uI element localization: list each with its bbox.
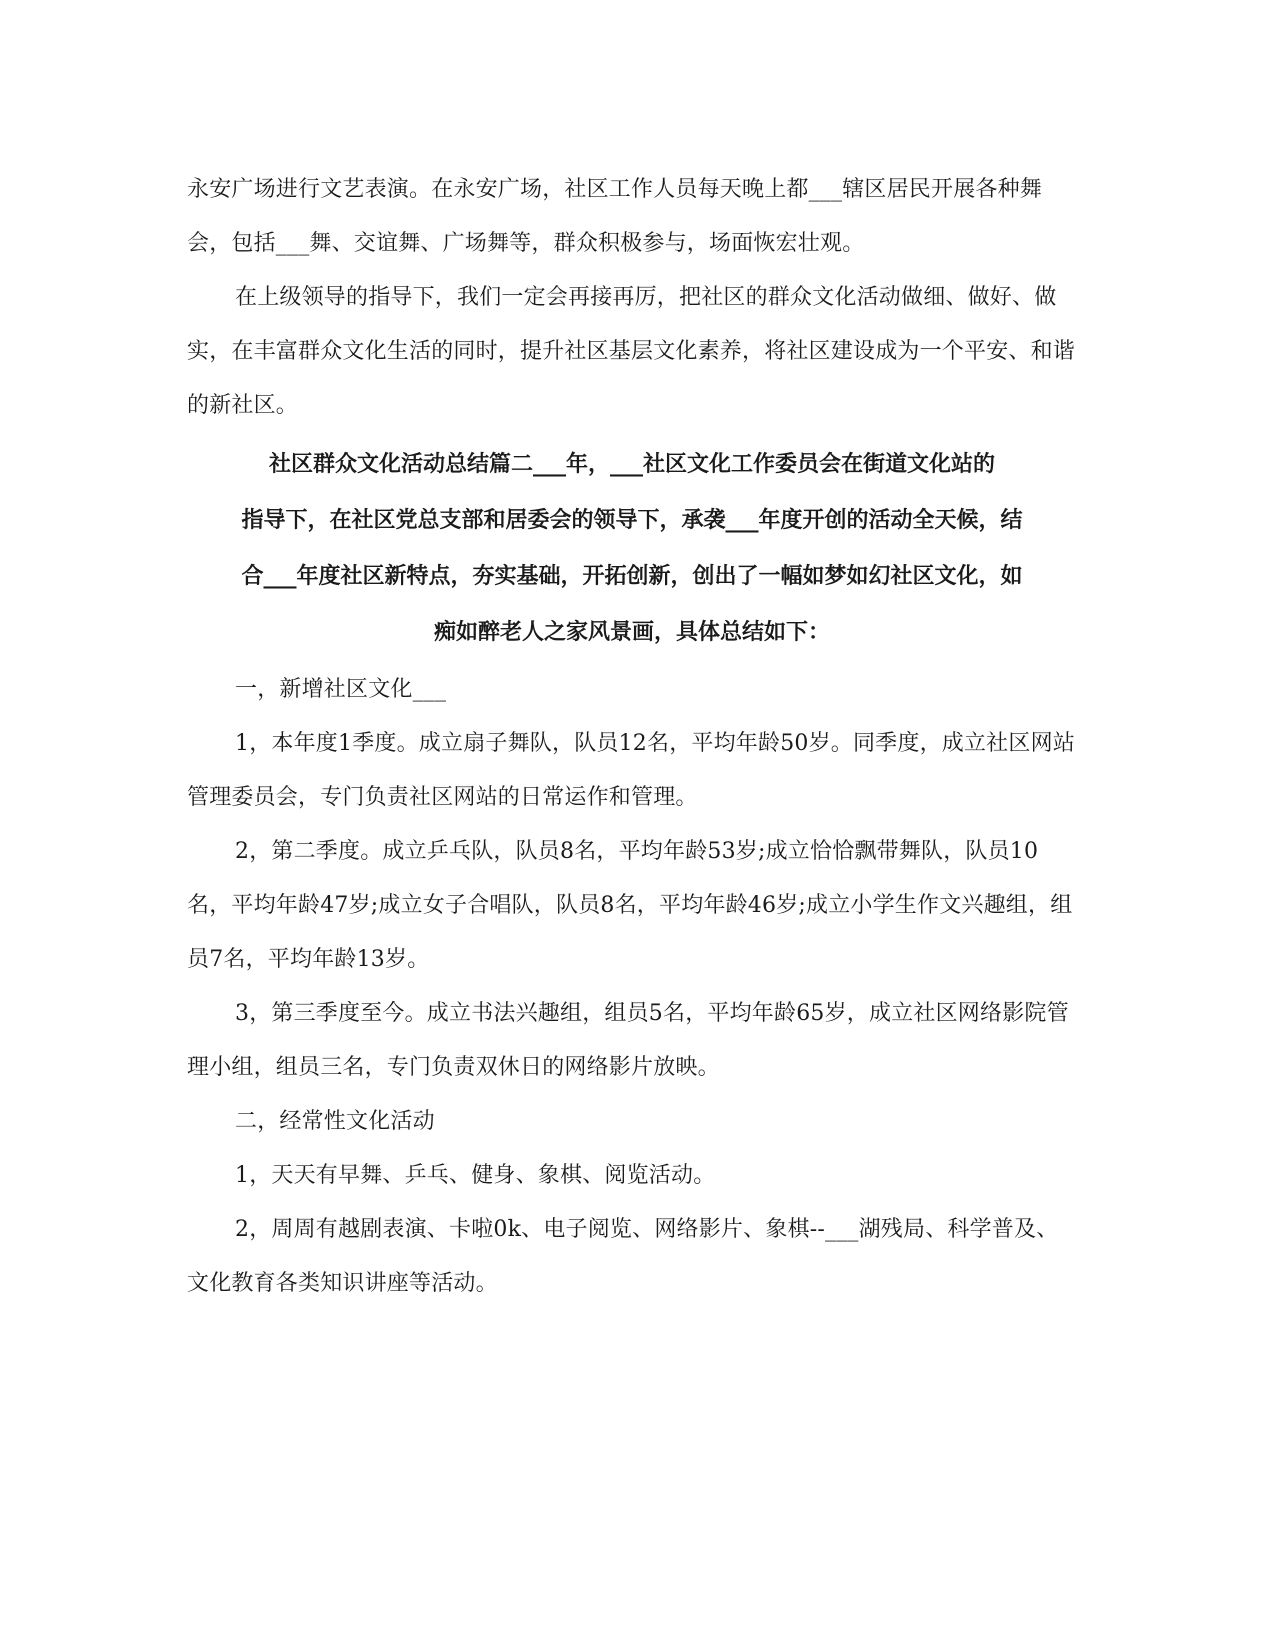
heading-line: 合___年度社区新特点，夯实基础，开拓创新，创出了一幅如梦如幻社区文化，如 <box>241 564 1023 589</box>
paragraph-continued: 永安广场进行文艺表演。在永安广场，社区工作人员每天晚上都___辖区居民开展各种舞会，包括___舞、交谊舞、广场舞等，群众积极参与，场面恢宏壮观。 <box>187 177 1043 256</box>
heading-line: 痴如醉老人之家风景画，具体总结如下： <box>433 620 830 645</box>
article-heading <box>187 437 1077 661</box>
section-one-item: 3，第三季度至今。成立书法兴趣组，组员5名，平均年龄65岁，成立社区网络影院管理小组，组员三名，专门负责双休日的网络影片放映。 <box>187 1001 1069 1080</box>
section-title-new-culture: 一，新增社区文化___ <box>235 677 447 702</box>
section-title-regular-activities: 二，经常性文化活动 <box>235 1109 435 1134</box>
section-two-item: 2，周周有越剧表演、卡啦0k、电子阅览、网络影片、象棋--___湖残局、科学普及、文化教育各类知识讲座等活动。 <box>187 1217 1059 1296</box>
heading-line: 指导下，在社区党总支部和居委会的领导下，承袭___年度开创的活动全天候，结 <box>241 508 1023 533</box>
paragraph-closing: 在上级领导的指导下，我们一定会再接再厉，把社区的群众文化活动做细、做好、做实，在丰富群众文化生活的同时，提升社区基层文化素养，将社区建设成为一个平安、和谐的新社区。 <box>187 285 1076 418</box>
document-body <box>187 163 1077 1311</box>
section-two-item: 1，天天有早舞、乒乓、健身、象棋、阅览活动。 <box>235 1163 716 1188</box>
section-one-item: 2，第二季度。成立乒乓队，队员8名，平均年龄53岁;成立恰恰飘带舞队，队员10名，平均年龄47岁;成立女子合唱队，队员8名，平均年龄46岁;成立小学生作文兴趣组，组员7名，平均年龄13岁。 <box>187 839 1073 972</box>
section-one-item: 1，本年度1季度。成立扇子舞队，队员12名，平均年龄50岁。同季度，成立社区网站管理委员会，专门负责社区网站的日常运作和管理。 <box>187 731 1075 810</box>
heading-line: 社区群众文化活动总结篇二___年，___社区文化工作委员会在街道文化站的 <box>268 452 995 477</box>
